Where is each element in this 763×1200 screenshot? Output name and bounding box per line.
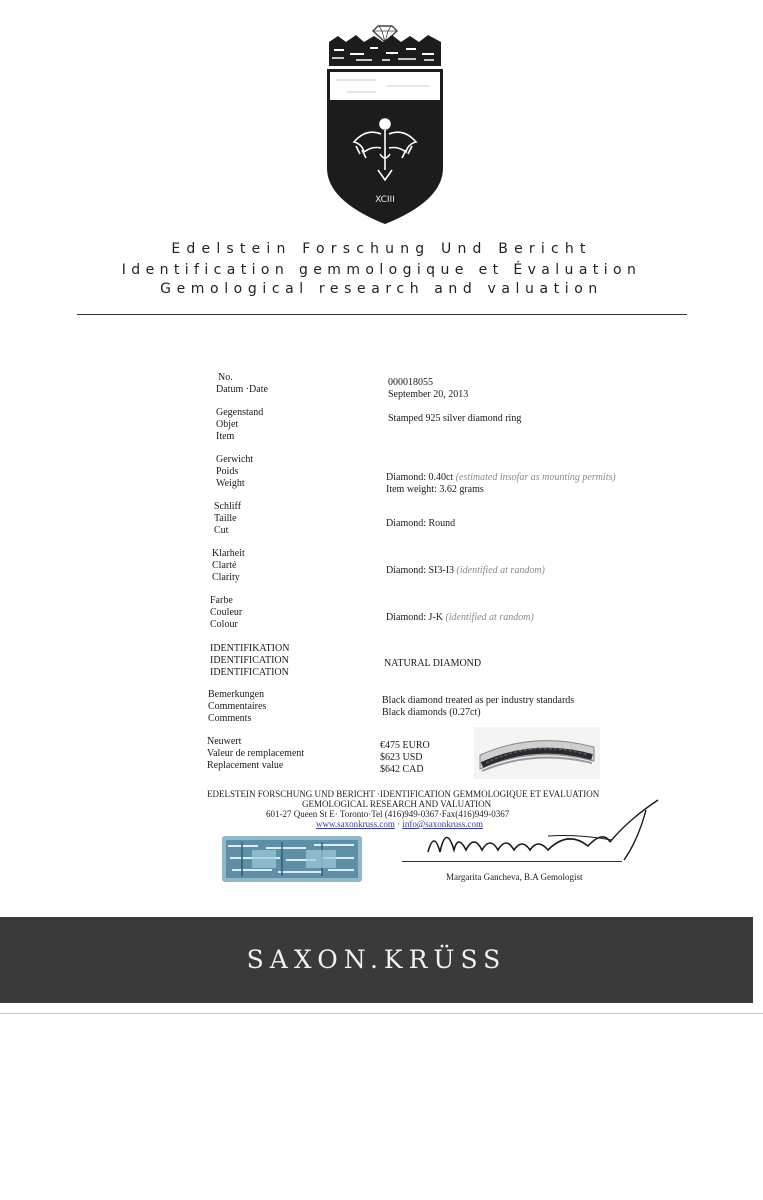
clarity-value xyxy=(386,565,545,577)
identification-label-fr: IDENTIFICATION xyxy=(210,655,289,666)
value-usd: $623 USD xyxy=(380,752,423,763)
value-label-fr: Valeur de remplacement xyxy=(207,748,305,759)
hologram-seal-icon xyxy=(222,836,362,882)
title-german: Edelstein Forschung Und Bericht xyxy=(171,241,592,257)
comments-label-de: Bemerkungen xyxy=(208,689,265,700)
email-link[interactable]: info@saxonkruss.com xyxy=(402,819,483,829)
value-label-en: Replacement value xyxy=(207,760,284,771)
value-cad: $642 CAD xyxy=(380,764,424,775)
certificate-number: 000018055 xyxy=(388,377,433,388)
item-label-fr: Objet xyxy=(216,419,239,430)
comments-label-fr: Commentaires xyxy=(208,701,267,712)
cut-label-en: Cut xyxy=(214,525,229,536)
page-edge xyxy=(0,1013,763,1014)
clarity-label-de: Klarheit xyxy=(212,548,245,559)
item-label-en: Item xyxy=(216,431,235,442)
identification-label-en: IDENTIFICATION xyxy=(210,667,289,678)
title-english: Gemological research and valuation xyxy=(160,281,603,297)
item-value: Stamped 925 silver diamond ring xyxy=(388,413,522,424)
value-euro: €475 EURO xyxy=(380,740,430,751)
colour-label-fr: Couleur xyxy=(210,607,243,618)
weight-item: Item weight: 3.62 grams xyxy=(386,484,484,495)
colour-grade: Diamond: J-K xyxy=(386,612,443,623)
footer-contact: www.saxonkruss.com · info@saxonkruss.com xyxy=(316,819,483,829)
cut-label-fr: Taille xyxy=(214,513,237,524)
certificate-date: September 20, 2013 xyxy=(388,389,469,400)
comments-label-en: Comments xyxy=(208,713,252,724)
website-link[interactable]: www.saxonkruss.com xyxy=(316,819,395,829)
signature-line xyxy=(402,861,622,862)
crown-band-icon xyxy=(329,35,441,66)
brand-name: SAXON.KRÜSS xyxy=(246,945,507,974)
identification-label-de: IDENTIFIKATION xyxy=(210,643,290,654)
weight-label-fr: Poids xyxy=(216,466,239,477)
footer-address: 601-27 Queen St E· Toronto·Tel (416)949-0367·Fax(416)949-0367 xyxy=(266,809,510,819)
signature xyxy=(398,790,698,870)
title-french: Identification gemmologique et Évaluation xyxy=(121,262,642,278)
weight-diamond-value: Diamond: 0.40ct xyxy=(386,472,454,483)
item-label-de: Gegenstand xyxy=(216,407,264,418)
crest-inscription: XCIII xyxy=(375,195,395,205)
footer-organization: EDELSTEIN FORSCHUNG UND BERICHT ·IDENTIFICATION GEMMOLOGIQUE ET EVALUATION xyxy=(207,789,600,799)
clarity-note: (identified at random) xyxy=(456,565,545,576)
clarity-label-en: Clarity xyxy=(212,572,240,583)
number-label: No. xyxy=(218,372,233,383)
clarity-grade: Diamond: SI3-I3 xyxy=(386,565,455,576)
header-divider xyxy=(77,314,687,315)
weight-diamond xyxy=(386,472,616,484)
colour-note: (identified at random) xyxy=(445,612,534,623)
footer-organization-english: GEMOLOGICAL RESEARCH AND VALUATION xyxy=(302,799,492,809)
clarity-label-fr: Clarté xyxy=(212,560,237,571)
crest-logo xyxy=(326,20,444,225)
signer-name: Margarita Gancheva, B.A Gemologist xyxy=(446,872,583,882)
colour-value xyxy=(386,612,534,624)
colour-label-de: Farbe xyxy=(210,595,233,606)
weight-label-en: Weight xyxy=(216,478,245,489)
ring-photo xyxy=(474,727,600,779)
identification-value: NATURAL DIAMOND xyxy=(384,658,482,669)
weight-note: (estimated insofar as mounting permits) xyxy=(455,472,616,483)
comments-line-2: Black diamonds (0.27ct) xyxy=(382,707,481,718)
date-label: Datum ·Date xyxy=(216,384,268,395)
comments-line-1: Black diamond treated as per industry standards xyxy=(382,695,575,706)
value-label-de: Neuwert xyxy=(207,736,242,747)
colour-label-en: Colour xyxy=(210,619,238,630)
cut-label-de: Schliff xyxy=(214,501,242,512)
cut-value: Diamond: Round xyxy=(386,518,456,529)
weight-label-de: Gerwicht xyxy=(216,454,254,465)
